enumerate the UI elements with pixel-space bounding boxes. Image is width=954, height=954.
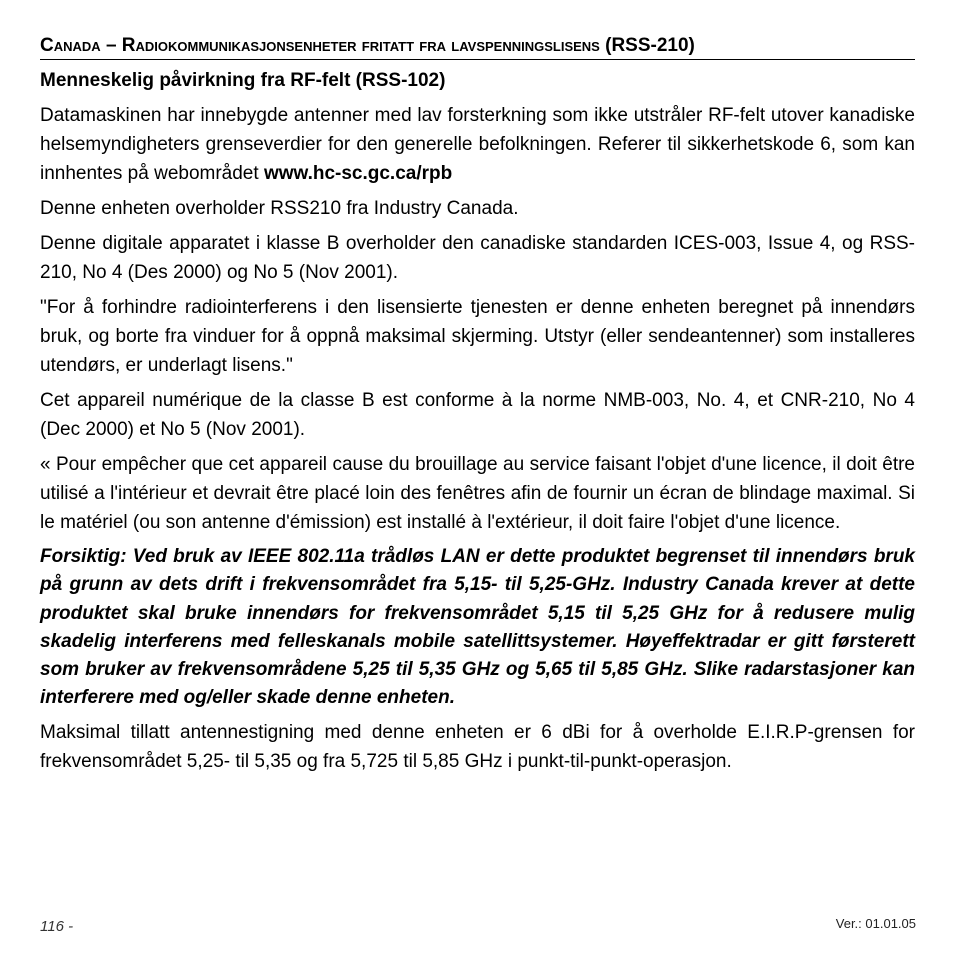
paragraph-rss210-compliance: Denne enheten overholder RSS210 fra Industry Canada. (40, 198, 519, 219)
subsection-heading: Menneskelig påvirkning fra RF-felt (RSS-102) (40, 70, 446, 91)
paragraph-class-b-norwegian: Denne digitale apparatet i klasse B overholder den canadiske standarden ICES-003, Issue 4, og RSS-210, No 4 (Des 2000) og No 5 (Nov 2001). (40, 233, 915, 283)
paragraph-interference-french: « Pour empêcher que cet appareil cause du brouillage au service faisant l'objet d'une licence, il doit être utilisé a l'intérieur et devrait être placé loin des fenêtres afin de fournir un écran de blindage maximal. Si le matériel (ou son antenne d'émission) est installé à l'extérieur, il doit faire l'objet d'une licence. (40, 454, 915, 533)
version-label: Ver.: 01.01.05 (835, 916, 916, 931)
caution-notice: Forsiktig: Ved bruk av IEEE 802.11a trådløs LAN er dette produktet begrenset til innendørs bruk på grunn av dets drift i frekvensområdet fra 5,15- til 5,25-GHz. Industry Canada krever at dette produktet skal bruke innendørs for frekvensområdet 5,15 til 5,25 GHz for å redusere mulig skadelig interferens med felleskanals mobile satellittsystemer. Høyeffektradar er gitt førsterett som bruker av frekvensområdene 5,25 til 5,35 GHz og 5,65 til 5,85 GHz. Slike radarstasjoner kan interferere med og/eller skade denne enheten. (40, 546, 915, 709)
paragraph-rf-exposure (40, 101, 915, 188)
paragraph-rf-exposure-text: Datamaskinen har innebygde antenner med lav forsterkning som ikke utstråler RF-felt utover kanadiske helsemyndigheters grenseverdier for den generelle befolkningen. Referer til sikkerhetskode 6, som kan innhentes på webområdet (40, 105, 915, 184)
section-heading: Canada – Radiokommunikasjonsenheter fritatt fra lavspenningslisens (RSS-210) (40, 34, 915, 60)
paragraph-interference-norwegian: "For å forhindre radiointerferens i den lisensierte tjenesten er denne enheten beregnet på innendørs bruk, og borte fra vinduer for å oppnå maksimal skjerming. Utstyr (eller sendeantenner) som installeres utendørs, er underlagt lisens." (40, 297, 915, 376)
paragraph-antenna-gain: Maksimal tillatt antennestigning med denne enheten er 6 dBi for å overholde E.I.R.P-grensen for frekvensområdet 5,25- til 5,35 og fra 5,725 til 5,85 GHz i punkt-til-punkt-operasjon. (40, 721, 915, 772)
paragraph-class-b-french: Cet appareil numérique de la classe B est conforme à la norme NMB-003, No. 4, et CNR-210, No 4 (Dec 2000) et No 5 (Nov 2001). (40, 390, 915, 440)
document-page (40, 34, 915, 782)
page-number: 116 - (40, 918, 74, 935)
website-link[interactable]: www.hc-sc.gc.ca/rpb (263, 163, 453, 184)
